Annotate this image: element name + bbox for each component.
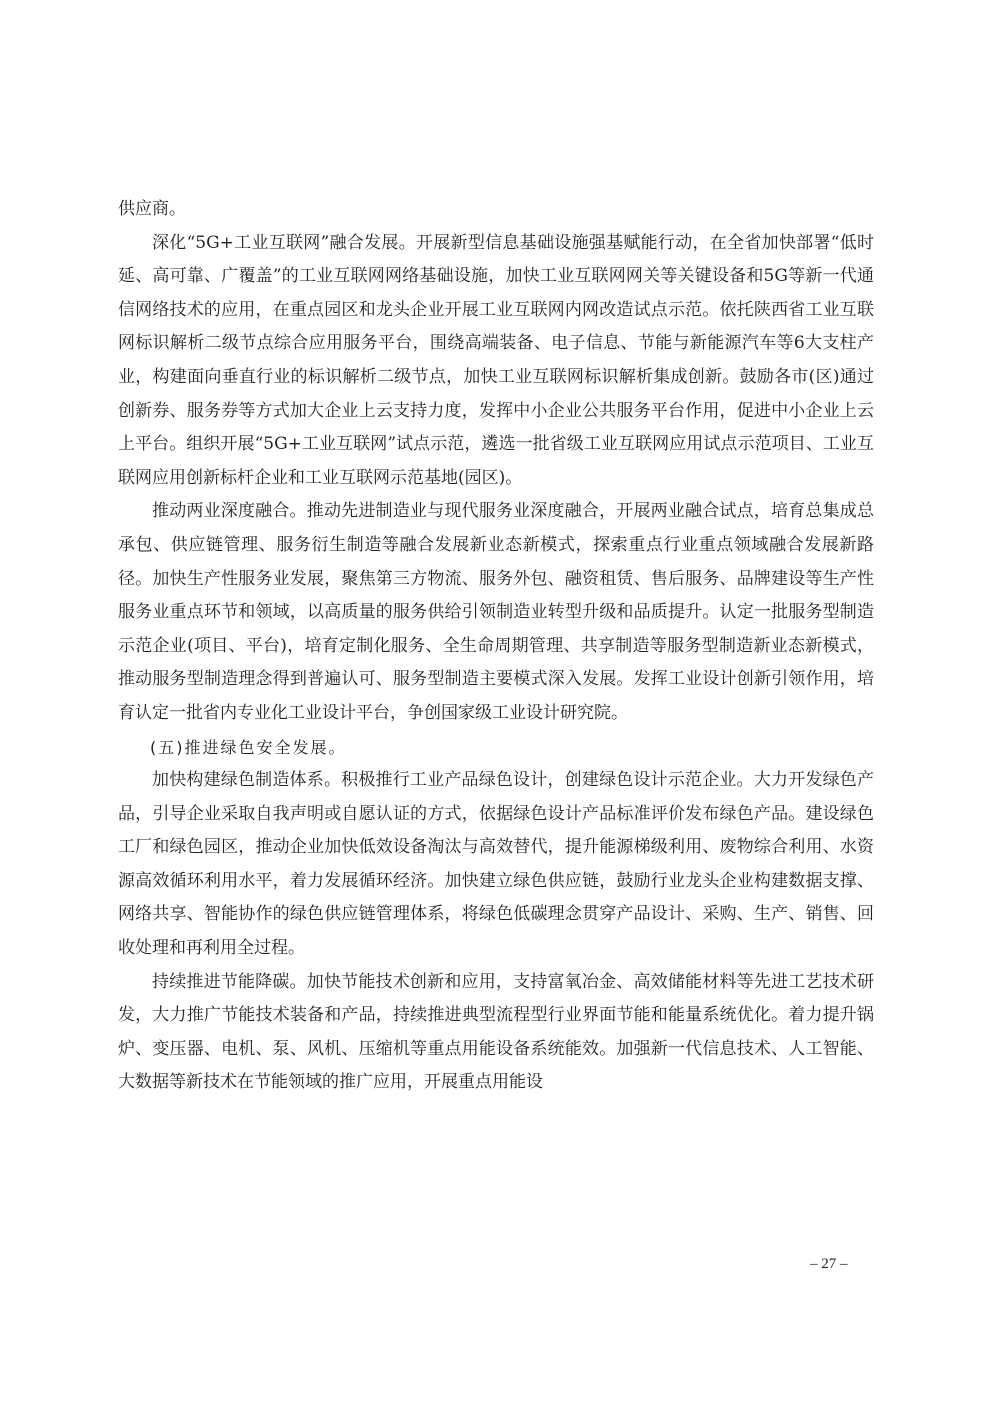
page-number: – 27 – xyxy=(810,1256,848,1272)
paragraph-5g-industrial-internet: 深化“5G+工业互联网”融合发展。开展新型信息基础设施强基赋能行动，在全省加快部署“低时延、高可靠、广覆盖”的工业互联网网络基础设施，加快工业互联网网关等关键设备和5G等新一代通信网络技术的应用，在重点园区和龙头企业开展工业互联网内网改造试点示范。依托陕西省工业互联网标识解析二级节点综合应用服务平台，围绕高端装备、电子信息、节能与新能源汽车等6大支柱产业，构建面向垂直行业的标识解析二级节点，加快工业互联网标识解析集成创新。鼓励各市(区)通过创新券、服务券等方式加大企业上云支持力度，发挥中小企业公共服务平台作用，促进中小企业上云上平台。组织开展“5G+工业互联网”试点示范，遴选一批省级工业互联网应用试点示范项目、工业互联网应用创新标杆企业和工业互联网示范基地(园区)。 xyxy=(118,232,874,488)
section-heading: (五)推进绿色安全发展。 xyxy=(150,737,347,757)
paragraph-two-industries-integration: 推动两业深度融合。推动先进制造业与现代服务业深度融合，开展两业融合试点，培育总集成总承包、供应链管理、服务衍生制造等融合发展新业态新模式，探索重点行业重点领域融合发展新路径。加快生产性服务业发展，聚焦第三方物流、服务外包、融资租赁、售后服务、品牌建设等生产性服务业重点环节和领域，以高质量的服务供给引领制造业转型升级和品质提升。认定一批服务型制造示范企业(项目、平台)，培育定制化服务、全生命周期管理、共享制造等服务型制造新业态新模式，推动服务型制造理念得到普遍认可、服务型制造主要模式深入发展。发挥工业设计创新引领作用，培育认定一批省内专业化工业设计平台，争创国家级工业设计研究院。 xyxy=(118,501,874,723)
paragraph-energy-saving: 持续推进节能降碳。加快节能技术创新和应用，支持富氧冶金、高效储能材料等先进工艺技术研发，大力推广节能技术装备和产品，持续推进典型流程型行业界面节能和能量系统优化。着力提升锅炉、变压器、电机、泵、风机、压缩机等重点用能设备系统能效。加强新一代信息技术、人工智能、大数据等新技术在节能领域的推广应用，开展重点用能设 xyxy=(118,971,874,1093)
paragraph-green-manufacturing: 加快构建绿色制造体系。积极推行工业产品绿色设计，创建绿色设计示范企业。大力开发绿色产品，引导企业采取自我声明或自愿认证的方式，依据绿色设计产品标准评价发布绿色产品。建设绿色工厂和绿色园区，推动企业加快低效设备淘汰与高效替代，提升能源梯级利用、废物综合利用、水资源高效循环利用水平，着力发展循环经济。加快建立绿色供应链，鼓励行业龙头企业构建数据支撑、网络共享、智能协作的绿色供应链管理体系，将绿色低碳理念贯穿产品设计、采购、生产、销售、回收处理和再利用全过程。 xyxy=(118,770,874,959)
paragraph-continuation: 供应商。 xyxy=(118,199,186,219)
document-body xyxy=(118,193,874,1100)
